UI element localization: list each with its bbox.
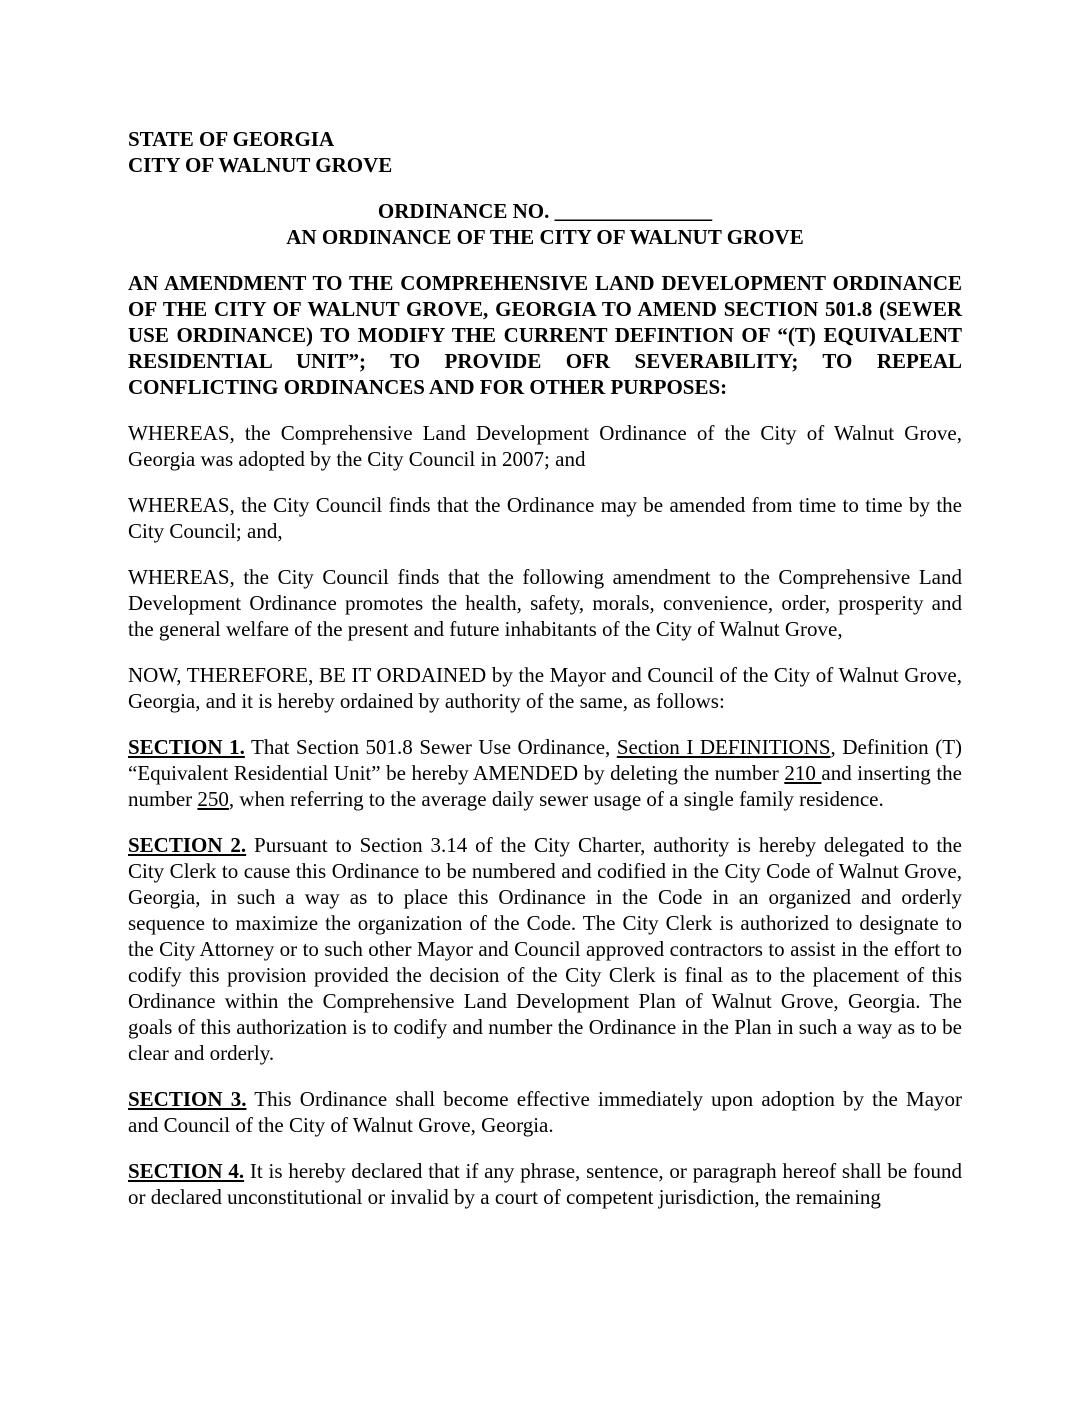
text-run: 210 [784,761,822,785]
text-run: STATE OF GEORGIA [128,127,335,151]
text-run: WHEREAS, the Comprehensive Land Development Ordinance of the City of Walnut Grove, Georgia was adopted by the City Council in 2007; and [128,421,962,471]
text-run: It is hereby declared that if any phrase, sentence, or paragraph hereof shall be found or declared unconstitutional or invalid by a court of competent jurisdiction, the remaining [128,1159,962,1209]
letterhead [128,126,962,178]
text-run: Section I DEFINITIONS [616,735,831,759]
enactment-clause [128,662,962,714]
amendment-heading [128,270,962,400]
text-run: , Definition (T) “Equivalent Residential Unit” be hereby AMENDED by deleting the number [128,735,963,785]
section-1 [128,734,962,812]
text-run: WHEREAS, the City Council finds that the Ordinance may be amended from time to time by the City Council; and, [128,493,962,543]
text-run: SECTION 1. [128,735,245,759]
section-3 [128,1086,962,1138]
whereas-clause-3 [128,564,962,642]
text-run: SECTION 3. [128,1087,247,1111]
document-body [128,126,962,1210]
text-run: , when referring to the average daily sewer usage of a single family residence. [228,787,884,811]
text-run: NOW, THEREFORE, BE IT ORDAINED by the Mayor and Council of the City of Walnut Grove, Georgia, and it is hereby ordained by authority of the same, as follows: [128,663,962,713]
text-run: SECTION 4. [128,1159,245,1183]
text-run: AN ORDINANCE OF THE CITY OF WALNUT GROVE [286,225,804,249]
whereas-clause-1 [128,420,962,472]
section-4 [128,1158,962,1210]
text-run: 250 [197,787,229,811]
text-run: AN AMENDMENT TO THE COMPREHENSIVE LAND DEVELOPMENT ORDINANCE OF THE CITY OF WALNUT GROVE, GEORGIA TO AMEND SECTION 501.8 (SEWER USE ORDINANCE) TO MODIFY THE CURRENT DEFINTION OF “(T) EQUIVALENT RESIDENTIAL UNIT”; TO PROVIDE OFR SEVERABILITY; TO REPEAL CONFLICTING ORDINANCES AND FOR OTHER PURPOSES: [128,271,962,399]
section-2 [128,832,962,1066]
text-run: This Ordinance shall become effective immediately upon adoption by the Mayor and Council of the City of Walnut Grove, Georgia. [128,1087,963,1137]
text-run: CITY OF WALNUT GROVE [128,153,393,177]
text-run: WHEREAS, the City Council finds that the following amendment to the Comprehensive Land Development Ordinance promotes the health, safety, morals, convenience, order, prosperity and the general welfare of the present and future inhabitants of the City of Walnut Grove, [128,565,962,641]
text-run: Pursuant to Section 3.14 of the City Charter, authority is hereby delegated to the City Clerk to cause this Ordinance to be numbered and codified in the City Code of Walnut Grove, Georgia, in such a way as to place this Ordinance in the Code in an organized and orderly sequence to maximize the organization of the Code. The City Clerk is authorized to designate to the City Attorney or to such other Mayor and Council approved contractors to assist in the effort to codify this provision provided the decision of the City Clerk is final as to the placement of this Ordinance within the Comprehensive Land Development Plan of Walnut Grove, Georgia. The goals of this authorization is to codify and number the Ordinance in the Plan in such a way as to be clear and orderly. [128,833,962,1065]
text-run: That Section 501.8 Sewer Use Ordinance, [244,735,617,759]
text-run: and inserting the number [128,761,963,811]
text-run: ORDINANCE NO. _______________ [377,199,713,223]
whereas-clause-2 [128,492,962,544]
text-run: SECTION 2. [128,833,247,857]
ordinance-title [128,198,962,250]
